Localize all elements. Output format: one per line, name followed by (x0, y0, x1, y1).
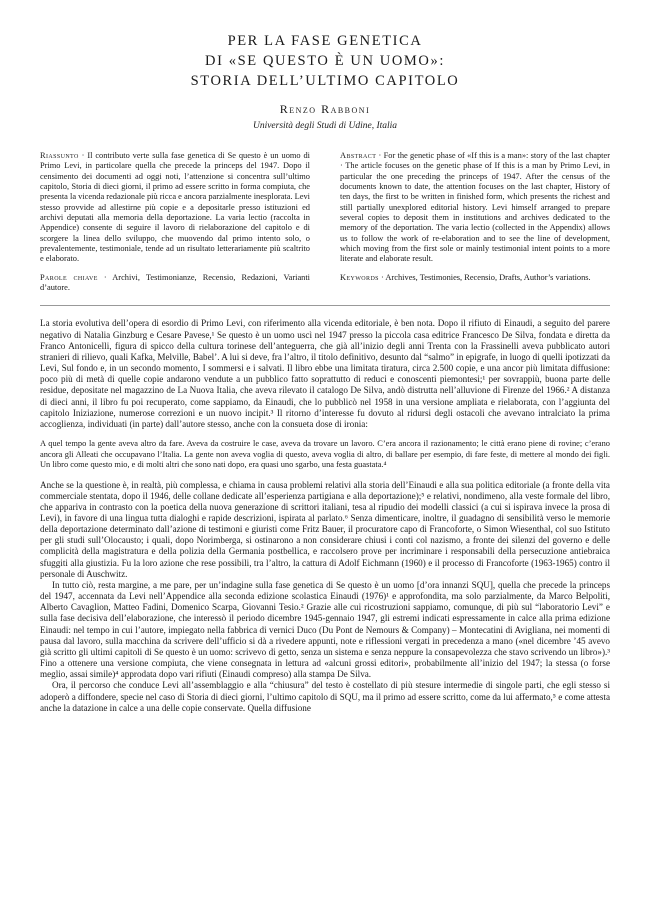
keywords-english (340, 273, 610, 283)
article-title (40, 32, 610, 90)
abstract-english-text (340, 151, 610, 265)
abstract-italian-label: Riassunto (40, 151, 79, 160)
abstract-english (340, 151, 610, 293)
author-affiliation: Università degli Studi di Udine, Italia (252, 121, 398, 131)
keywords-english-list: · Archives, Testimonies, Recensio, Drafts, Author’s variations. (378, 272, 591, 282)
section-divider (40, 305, 610, 306)
title-line: PER LA FASE GENETICA (227, 33, 423, 49)
keywords-italian-label: Parole chiave (40, 272, 98, 282)
keywords-italian-list: · Archivi, Testimonianze, Recensio, Redazioni, Varianti d’autore. (40, 272, 311, 293)
keywords-italian (40, 273, 310, 294)
abstract-english-label: Abstract (340, 151, 377, 160)
block-quote: A quel tempo la gente aveva altro da fare. Aveva da costruire le case, aveva da trovare un lavoro. C’era ancora il razionamento; le città erano piene di rovine; c’erano ancora gli Alleati che occupavano l’Italia. La gente non aveva voglia di questo, aveva voglia di altro, di ballare per esempio, di fare feste, di mettere al mondo dei figli. Un libro come questo mio, e di molti altri che sono nati dopo, era quasi uno sgarbo, una festa guastata.⁴ (40, 439, 610, 470)
body-paragraph: La storia evolutiva dell’opera di esordio di Primo Levi, con riferimento alla vicenda editoriale, è ben nota. Dopo il rifiuto di Einaudi, a seguito del parere negativo di Natalia Ginzburg e Cesare Pavese,¹ Se questo è un uomo uscì nel 1947 presso la piccola casa editrice Francesco De Silva, fondata e diretta da Franco Antonicelli, figura di spicco della cultura torinese dell’anteguerra, che già all’inizio degli anni Trenta con la Frassinelli aveva pubblicato autori stranieri di rilievo, quali Kafka, Melville, Babel’. A lui si deve, fra l’altro, il titolo definitivo, desunto dal “salmo” in epigrafe, in luogo di quelli ipotizzati da Levi, Sul fondo e, in un secondo momento, I sommersi e i salvati. Il libro ebbe una limitata tiratura, circa 2.500 copie, e una ancor più limitata diffusione: poco più di metà di quelle copie andarono vendute a un pubblico fatto soprattutto di reduci e conoscenti piemontesi;¹ per sovrappiù, buona parte delle residue, depositate nel magazzino de La Nuova Italia, che aveva rilevato il catalogo De Silva, andò distrutta nell’alluvione di Firenze del 1966.² A distanza di dieci anni, il libro fu poi recuperato, come sappiamo, da Einaudi, che lo pubblicò nel 1958 in una versione ampliata e rielaborata, con l’aggiunta del capitolo Iniziazione, numerose correzioni e un nuovo incipit.³ Il ritorno d’interesse fu dovuto al ridursi degli ostacoli che avevano intralciato la prima accoglienza, individuati (in parte) dall’autore stesso, anche con la consueta dose di ironia: (40, 318, 610, 429)
abstract-italian (40, 151, 310, 293)
abstract-english-body: · For the genetic phase of «If this is a man»: story of the last chapter · The article focuses on the genetic phase of If this is a man by Primo Levi, in particular the one preceding the princeps of 1947. After the census of the documents known to date, the attention focuses on the last chapter, History of ten days, the first to be written in finished form, which presents the richest and still partially unexplored editorial history. Levi himself arranged to prepare several copies to deposit them in institutions and archives dedicated to the memory of the deportation. The varia lectio (collected in the Appendix) allows us to follow the work of re-elaboration and to see the line of development, which moving from the first sole or mainly testimonial intent points to a more literate and elaborate result. (340, 151, 610, 264)
abstracts (40, 151, 610, 293)
keywords-english-label: Keywords (340, 272, 379, 282)
body-paragraph: Anche se la questione è, in realtà, più complessa, e chiama in causa problemi relativi alla storia dell’Einaudi e alla sua politica editoriale (a fronte della vita commerciale stentata, dopo il 1946, delle collane dedicate all’esperienza partigiana e alla deportazione);⁵ e relativi, nondimeno, alla veste formale del libro, che appariva in contrasto con la poetica della nuova generazione di scrittori italiani, tesa al ripudio dei modelli classici (a cui si ispirava invece la prosa di Levi), in favore di una lingua tutta dialoghi e rapide descrizioni, ispirata al parlato.⁶ Senza dimenticare, inoltre, il guadagno di sensibilità verso le memorie della deportazione determinato dall’azione di testimoni e giuristi come Fritz Bauer, il procuratore capo di Francoforte, o Simon Wiesenthal, col suo Istituto per gli studi sull’Olocausto; i quali, dopo Norimberga, si ostinarono a non considerare chiusi i conti col nazismo, a fronte dei silenzi del governo e delle complicità della magistratura e della polizia della Germania postbellica, e raccolsero prove per incriminare i responsabili della persecuzione antiebraica sfuggiti alla giustizia. Fu la loro azione che rese possibili, tra l’altro, la cattura di Adolf Eichmann (1960) e il processo di Francoforte (1963-1965) contro il personale di Auschwitz. (40, 479, 610, 579)
title-line: DI «SE QUESTO È UN UOMO»: (205, 53, 445, 69)
abstract-italian-body: · Il contributo verte sulla fase genetica di Se questo è un uomo di Primo Levi, in particolare quella che precede la princeps del 1947. Dopo il censimento dei documenti ad oggi noti, l’attenzione si concentra sull’ultimo capitolo, Storia di dieci giorni, il primo ad essere scritto in forma compiuta, che presenta la vicenda redazionale più ricca e ancora parzialmente inesplorata. Levi stesso provvide ad allestirne più copie e a depositarle presso istituzioni ed archivi deputati alla memoria della deportazione. La varia lectio (raccolta in Appendice) consente di seguire il lavoro di rielaborazione del capitolo e di scorgere la linea dello sviluppo, che muovendo dal primo intento solo, o prevalentemente, testimoniale, tende ad un risultato letterariamente più scaltrito e elaborato. (40, 151, 310, 264)
article-body (40, 318, 610, 713)
body-paragraph: In tutto ciò, resta margine, a me pare, per un’indagine sulla fase genetica di Se questo è un uomo [d’ora innanzi SQU], quella che precede la princeps del 1947, accennata da Levi nell’Appendice alla seconda edizione scolastica Einaudi (1976)¹ e approfondita, ma solo parzialmente, da Marco Belpoliti, Alberto Cavaglion, Matteo Fadini, Domenico Scarpa, Giovanni Tesio.² Grazie alle cui ricostruzioni sappiamo, comunque, di più sul “laboratorio Levi” e sulla fase decisiva dell’elaborazione, che interessò il periodo dicembre 1945-gennaio 1947, gli estremi indicati espressamente in calce alla prima edizione Einaudi: nel tempo in cui l’autore, impiegato nella fabbrica di vernici Duco (Du Pont de Nemours & Company) – Montecatini di Avigliana, nei momenti di pausa dal lavoro, sulla macchina da scrivere dell’ufficio si dà a rivedere appunti, note e riflessioni vergati in precedenza a mano («nel dicembre ’45 avevo già scritto gli ultimi capitoli di Se questo è un uomo: scrivevo di getto, senza un sistema e senza neppure la consapevolezza che stavo scrivendo un libro»).³ Fino a ottenere una versione compiuta, che viene consegnata in lettura ad «alcuni grossi editori», probabilmente all’inizio del 1947; la stessa (o forse meglio, assai simile)⁴ approdata dopo vari rifiuti (Einaudi compreso) alla stampa De Silva. (40, 579, 610, 680)
title-line: STORIA DELL’ULTIMO CAPITOLO (190, 73, 460, 89)
author-name: Renzo Rabboni (279, 102, 371, 116)
body-paragraph: Ora, il percorso che conduce Levi all’assemblaggio e alla “chiusura” del testo è costellato di più stesure intermedie di singole parti, che egli stesso si adoperò a diffondere, specie nel caso di Storia di dieci giorni, l’ultimo capitolo di SQU, ma il primo ad essere scritto, come da lui affermato,⁵ e come attesta anche la datazione in calce a una delle copie conservate. Quella diffusione (40, 680, 610, 713)
abstract-italian-text (40, 151, 310, 265)
